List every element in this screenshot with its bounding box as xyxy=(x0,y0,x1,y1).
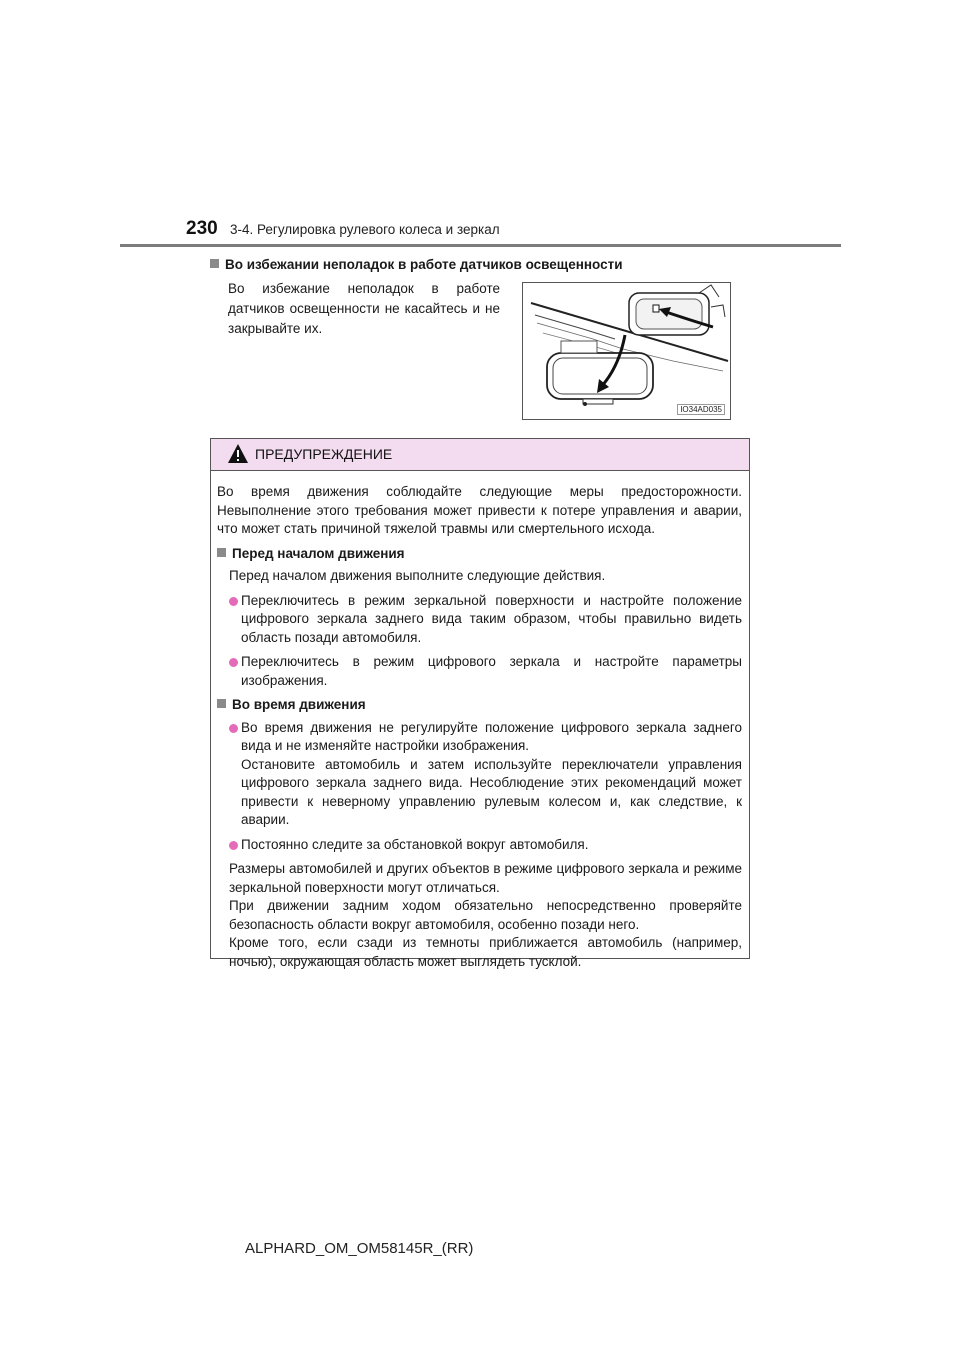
page-number: 230 xyxy=(186,218,218,239)
closing-notes xyxy=(217,860,742,971)
warning-intro: Во время движения соблюдайте следующие меры предосторожности. Невыполнение этого требования может привести к потере управления и аварии, что может стать причиной тяжелой травмы или смертельного исхода. xyxy=(217,484,742,536)
square-marker-icon xyxy=(217,699,226,708)
illustration-code: IO34AD035 xyxy=(677,404,725,415)
square-marker-icon xyxy=(217,548,226,557)
warning-content xyxy=(211,471,749,971)
list-item xyxy=(217,653,742,690)
list-item xyxy=(217,719,742,830)
document-code: ALPHARD_OM_OM58145R_(RR) xyxy=(245,1240,474,1257)
before-driving-text: Перед началом движения выполните следующие действия. xyxy=(229,568,606,583)
section-body-sensors: Во избежание неполадок в работе датчиков освещенности не касайтесь и не закрывайте их. xyxy=(228,281,500,336)
warning-header xyxy=(211,439,749,471)
list-item xyxy=(217,592,742,648)
list-item-text: Переключитесь в режим цифрового зеркала и настройте параметры изображения. xyxy=(241,654,742,688)
closing-note: Размеры автомобилей и других объектов в режиме цифрового зеркала и режиме зеркальной поверхности могут отличаться. xyxy=(229,861,742,895)
list-item-text: Переключитесь в режим зеркальной поверхности и настройте положение цифрового зеркала заднего вида таким образом, чтобы правильно видеть область позади автомобиля. xyxy=(241,592,742,645)
section-heading-text: Во избежании неполадок в работе датчиков освещенности xyxy=(225,257,623,272)
chapter-title: 3-4. Регулировка рулевого колеса и зеркал xyxy=(230,222,500,237)
subheading-text: Перед началом движения xyxy=(232,545,405,561)
mirror-drawing xyxy=(523,283,730,419)
warning-title: ПРЕДУПРЕЖДЕНИЕ xyxy=(255,446,393,462)
closing-note: Кроме того, если сзади из темноты приближается автомобиль (например, ночью), окружающая область может выглядеть тусклой. xyxy=(229,935,742,969)
list-item-text: Во время движения не регулируйте положение цифрового зеркала заднего вида и не изменяйте настройки изображения. xyxy=(241,719,742,753)
bullet-dot-icon xyxy=(229,724,238,733)
mirror-sensor-illustration xyxy=(522,282,731,420)
warning-triangle-icon xyxy=(228,444,248,463)
subheading-before-driving xyxy=(217,545,742,564)
subheading-during-driving xyxy=(217,696,742,715)
list-item-text: Постоянно следите за обстановкой вокруг автомобиля. xyxy=(241,836,589,852)
section-heading-sensors xyxy=(210,257,623,272)
subheading-text: Во время движения xyxy=(232,697,366,712)
bullet-dot-icon xyxy=(229,841,238,850)
closing-note: При движении задним ходом обязательно непосредственно проверяйте безопасность области вокруг автомобиля, особенно позади него. xyxy=(229,898,742,932)
square-marker-icon xyxy=(210,259,219,268)
header-divider xyxy=(120,244,841,247)
list-item xyxy=(217,836,742,855)
warning-box xyxy=(210,438,750,969)
list-item-text: Остановите автомобиль и затем используйте переключатели управления цифрового зеркала заднего вида. Несоблюдение этих рекомендаций может привести к неверному управлению рулевым колесом и, как следствие, к аварии. xyxy=(241,756,742,827)
bullet-dot-icon xyxy=(229,658,238,667)
bullet-dot-icon xyxy=(229,597,238,606)
